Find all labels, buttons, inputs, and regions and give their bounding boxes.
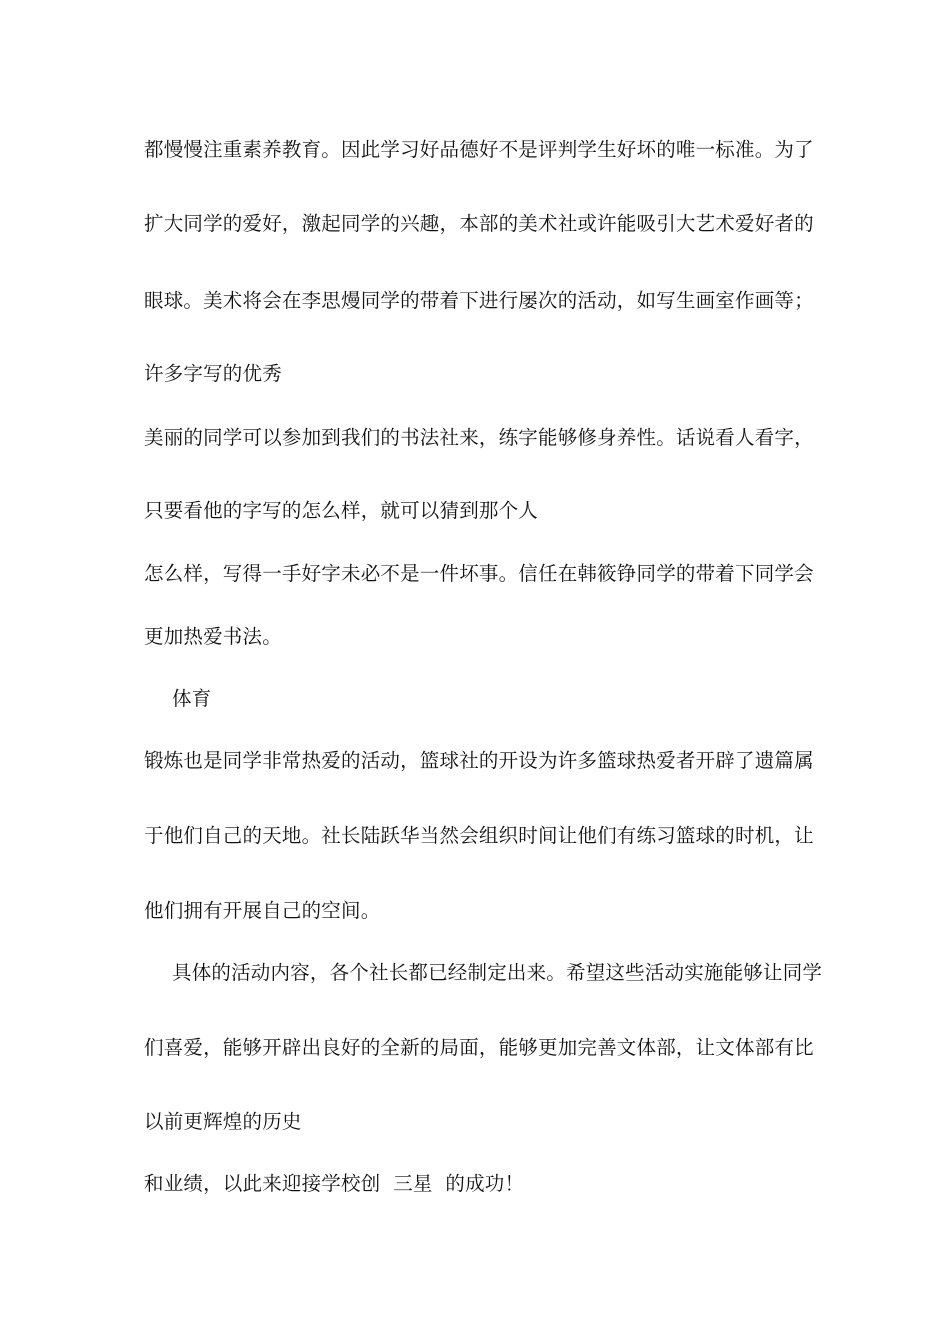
- paragraph-line: 和业绩，以此来迎接学校创 三星 的成功！: [144, 1172, 525, 1195]
- paragraph-line: 以前更辉煌的历史: [144, 1110, 302, 1133]
- paragraph-line: 锻炼也是同学非常热爱的活动，篮球社的开设为许多篮球热爱者开辟了遗篇属: [144, 749, 814, 772]
- paragraph-line: 只要看他的字写的怎么样，就可以猜到那个人: [144, 499, 539, 522]
- paragraph-line: 许多字写的优秀: [144, 362, 282, 385]
- paragraph-line: 眼球。美术将会在李思熳同学的带着下进行屡次的活动，如写生画室作画等；: [144, 289, 814, 312]
- paragraph-line: 于他们自己的天地。社长陆跃华当然会组织时间让他们有练习篮球的时机，让: [144, 824, 814, 847]
- paragraph-line: 他们拥有开展自己的空间。: [144, 899, 381, 922]
- paragraph-line: 具体的活动内容，各个社长都已经制定出来。希望这些活动实施能够让同学: [172, 961, 823, 984]
- paragraph-line: 怎么样，写得一手好字未必不是一件坏事。信任在韩筱铮同学的带着下同学会: [144, 562, 814, 585]
- paragraph-line: 美丽的同学可以参加到我们的书法社来，练字能够修身养性。话说看人看字，: [144, 426, 814, 449]
- section-heading: 体育: [172, 687, 212, 710]
- paragraph-line: 更加热爱书法。: [144, 625, 282, 648]
- paragraph-line: 都慢慢注重素养教育。因此学习好品德好不是评判学生好坏的唯一标准。为了: [144, 138, 814, 161]
- paragraph-line: 扩大同学的爱好，激起同学的兴趣，本部的美术社或许能吸引大艺术爱好者的: [144, 212, 814, 235]
- paragraph-line: 们喜爱，能够开辟出良好的全新的局面，能够更加完善文体部，让文体部有比: [144, 1036, 814, 1059]
